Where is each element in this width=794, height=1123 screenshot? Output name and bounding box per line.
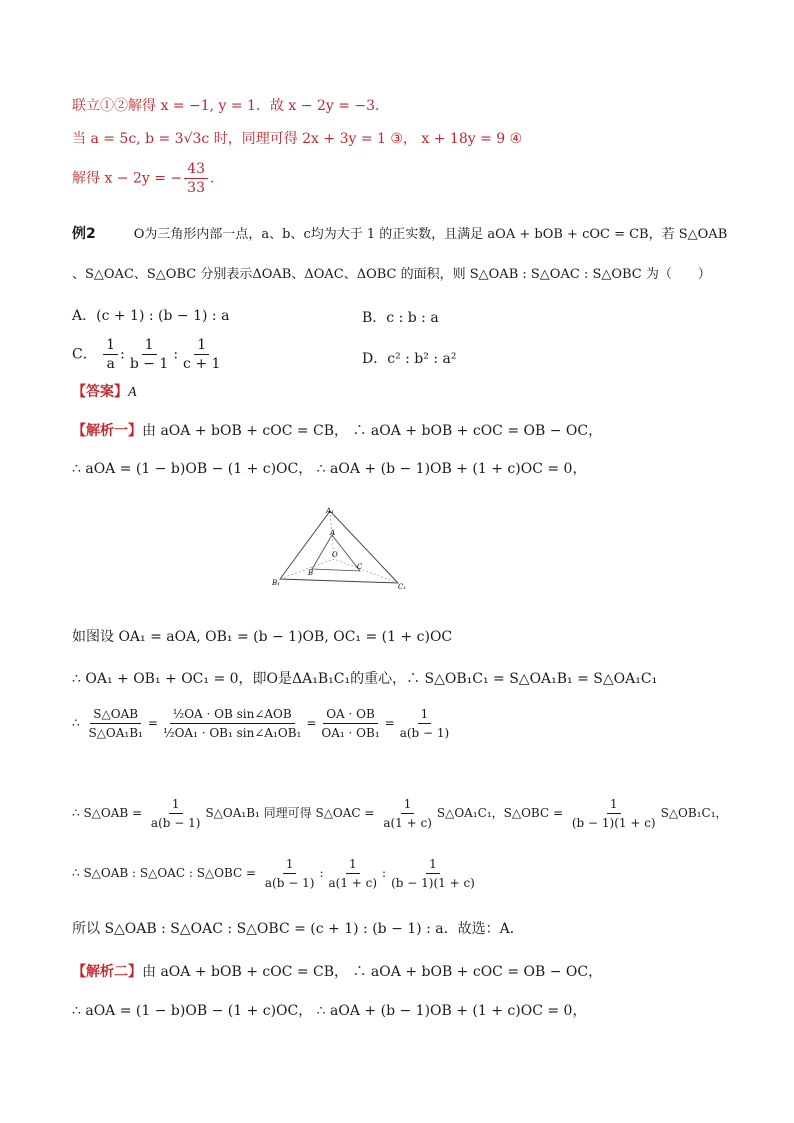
- den: OA₁ · OB₁: [321, 726, 380, 740]
- area-ratio-pre: ∴ S△OAB : S△OAC : S△OBC =: [72, 866, 257, 880]
- num: 1: [103, 336, 118, 355]
- den: (b − 1)(1 + c): [391, 876, 475, 890]
- example-2-line: [72, 225, 727, 244]
- num: 1: [346, 855, 360, 874]
- l3-post: ．: [209, 170, 224, 187]
- solution1-tag: 【解析一】: [72, 423, 142, 439]
- solution-line-3: [72, 160, 224, 197]
- den: a(b − 1): [264, 876, 315, 890]
- num: ½OA · OB sin∠AOB: [170, 705, 295, 724]
- den: (b − 1)(1 + c): [571, 816, 656, 830]
- area-mid: S△OA₁B₁ 同理可得 S△OAC =: [205, 806, 375, 820]
- area-mid-2: S△OA₁C₁，S△OBC =: [436, 806, 564, 820]
- answer-tag: 【答案】: [72, 384, 128, 400]
- den: ½OA₁ · OB₁ sin∠A₁OB₁: [162, 726, 302, 740]
- den: S△OA₁B₁: [88, 726, 143, 740]
- l3-num: 43: [184, 160, 208, 179]
- den: b − 1: [129, 356, 169, 372]
- colon: :: [382, 866, 387, 880]
- solution2-line-2: ∴ aOA = (1 − b)OB − (1 + c)OC， ∴ aOA + (b − 1)OB + (1 + c)OC = 0，: [72, 1003, 587, 1019]
- solution-line-2: 当 a = 5c, b = 3√3c 时，同理可得 2x + 3y = 1 ③， x + 18y = 9 ④: [72, 131, 523, 147]
- therefore: ∴: [72, 716, 80, 730]
- area-frac-2: [380, 795, 435, 832]
- colon: :: [319, 866, 324, 880]
- ratio-right: [318, 705, 382, 742]
- colon: :: [120, 346, 125, 363]
- label-c: C: [357, 563, 363, 571]
- solution1-line-1: [72, 422, 602, 440]
- num: 1: [194, 336, 209, 355]
- ratio-line: ∴ $\frac{\text{S△OAB}}{\text{S△OA₁B₁}}$ = $\frac{\text{½OA · OB sin∠AOB}}{\text{½OA₁ · OB₁ sin∠A₁OB₁}}$ = $\frac{OA \cdot OB}{\text{OA₁ · OB₁}}$ = $\frac{1}{a(b - 1)}$: [72, 705, 454, 742]
- num: 1: [142, 336, 157, 355]
- l3-den: 33: [187, 180, 205, 196]
- area-frac-3: [569, 795, 659, 832]
- ratio-mid: [160, 705, 304, 742]
- label-a: A: [330, 529, 336, 537]
- solution2-line-1: [72, 963, 602, 981]
- num: 1: [283, 855, 297, 874]
- example-text: O为三角形内部一点，a、b、c均为大于 1 的正实数，且满足 aOA + bOB + cOC = CB，若 S△OAB: [133, 227, 728, 242]
- solution-line-1: 联立①②解得 x = −1, y = 1．故 x − 2y = −3．: [72, 98, 390, 114]
- solution1-line-2: ∴ aOA = (1 − b)OB − (1 + c)OC， ∴ aOA + (b − 1)OB + (1 + c)OC = 0，: [72, 461, 587, 477]
- den: a(b − 1): [150, 816, 201, 830]
- label-o: O: [332, 551, 338, 559]
- num: 1: [426, 855, 440, 874]
- area-pre: ∴ S△OAB =: [72, 806, 143, 820]
- area-line-2: [72, 855, 480, 892]
- frac-1-a: [103, 336, 118, 373]
- solution2-tag: 【解析二】: [72, 964, 142, 980]
- frac-1-c: [180, 336, 223, 373]
- label-c1: C₁: [398, 583, 407, 590]
- label-a1: A₁: [326, 507, 334, 515]
- num: 1: [418, 705, 432, 724]
- option-d: D．c² : b² : a²: [362, 351, 457, 367]
- den: a(1 + c): [328, 876, 378, 890]
- area-ratio-frac-1: [262, 855, 318, 892]
- answer-value: A: [128, 385, 137, 400]
- num: S△OAB: [90, 705, 141, 724]
- option-c: [72, 336, 225, 373]
- area-end: S△OB₁C₁，: [660, 806, 728, 820]
- example-2-line-2: 、S△OAC、S△OBC 分别表示ΔOAB、ΔOAC、ΔOBC 的面积，则 S△OAB : S△OAC : S△OBC 为（ ）: [72, 267, 711, 282]
- figure-line-2: ∴ OA₁ + OB₁ + OC₁ = 0，即O是ΔA₁B₁C₁的重心，∴ S△OB₁C₁ = S△OA₁B₁ = S△OA₁C₁: [72, 671, 658, 687]
- solution2-text: 由 aOA + bOB + cOC = CB， ∴ aOA + bOB + cOC = OB − OC，: [142, 964, 603, 980]
- l3-fraction: [184, 160, 208, 197]
- num: OA · OB: [323, 705, 378, 724]
- label-b1: B₁: [272, 579, 280, 587]
- colon: :: [173, 346, 179, 363]
- triangle-figure: [270, 505, 410, 590]
- answer-line: [72, 383, 137, 402]
- example-label: 例2: [72, 226, 96, 242]
- option-b: B．c : b : a: [362, 310, 439, 326]
- ratio-final: [397, 705, 453, 742]
- den: a: [106, 356, 115, 372]
- option-c-label: C．: [72, 346, 97, 363]
- den: a(b − 1): [399, 726, 450, 740]
- conclusion-line: 所以 S△OAB : S△OAC : S△OBC = (c + 1) : (b − 1) : a．故选：A．: [72, 921, 524, 937]
- area-ratio-frac-2: [325, 855, 380, 892]
- area-line-1: [72, 795, 728, 832]
- num: 1: [401, 795, 415, 814]
- label-b: B: [308, 569, 314, 577]
- den: c + 1: [183, 356, 221, 372]
- area-frac-1: [148, 795, 204, 832]
- frac-1-b: [127, 336, 172, 373]
- area-ratio-frac-3: [388, 855, 478, 892]
- figure-line-1: 如图设 OA₁ = aOA, OB₁ = (b − 1)OB, OC₁ = (1 + c)OC: [72, 629, 453, 645]
- num: 1: [169, 795, 183, 814]
- option-a: A．(c + 1) : (b − 1) : a: [72, 308, 230, 324]
- ratio-left: [85, 705, 145, 742]
- solution1-text: 由 aOA + bOB + cOC = CB， ∴ aOA + bOB + cOC = OB − OC，: [142, 423, 603, 439]
- l3-prefix: 解得 x − 2y = −: [72, 170, 183, 187]
- num: 1: [607, 795, 621, 814]
- den: a(1 + c): [383, 816, 432, 830]
